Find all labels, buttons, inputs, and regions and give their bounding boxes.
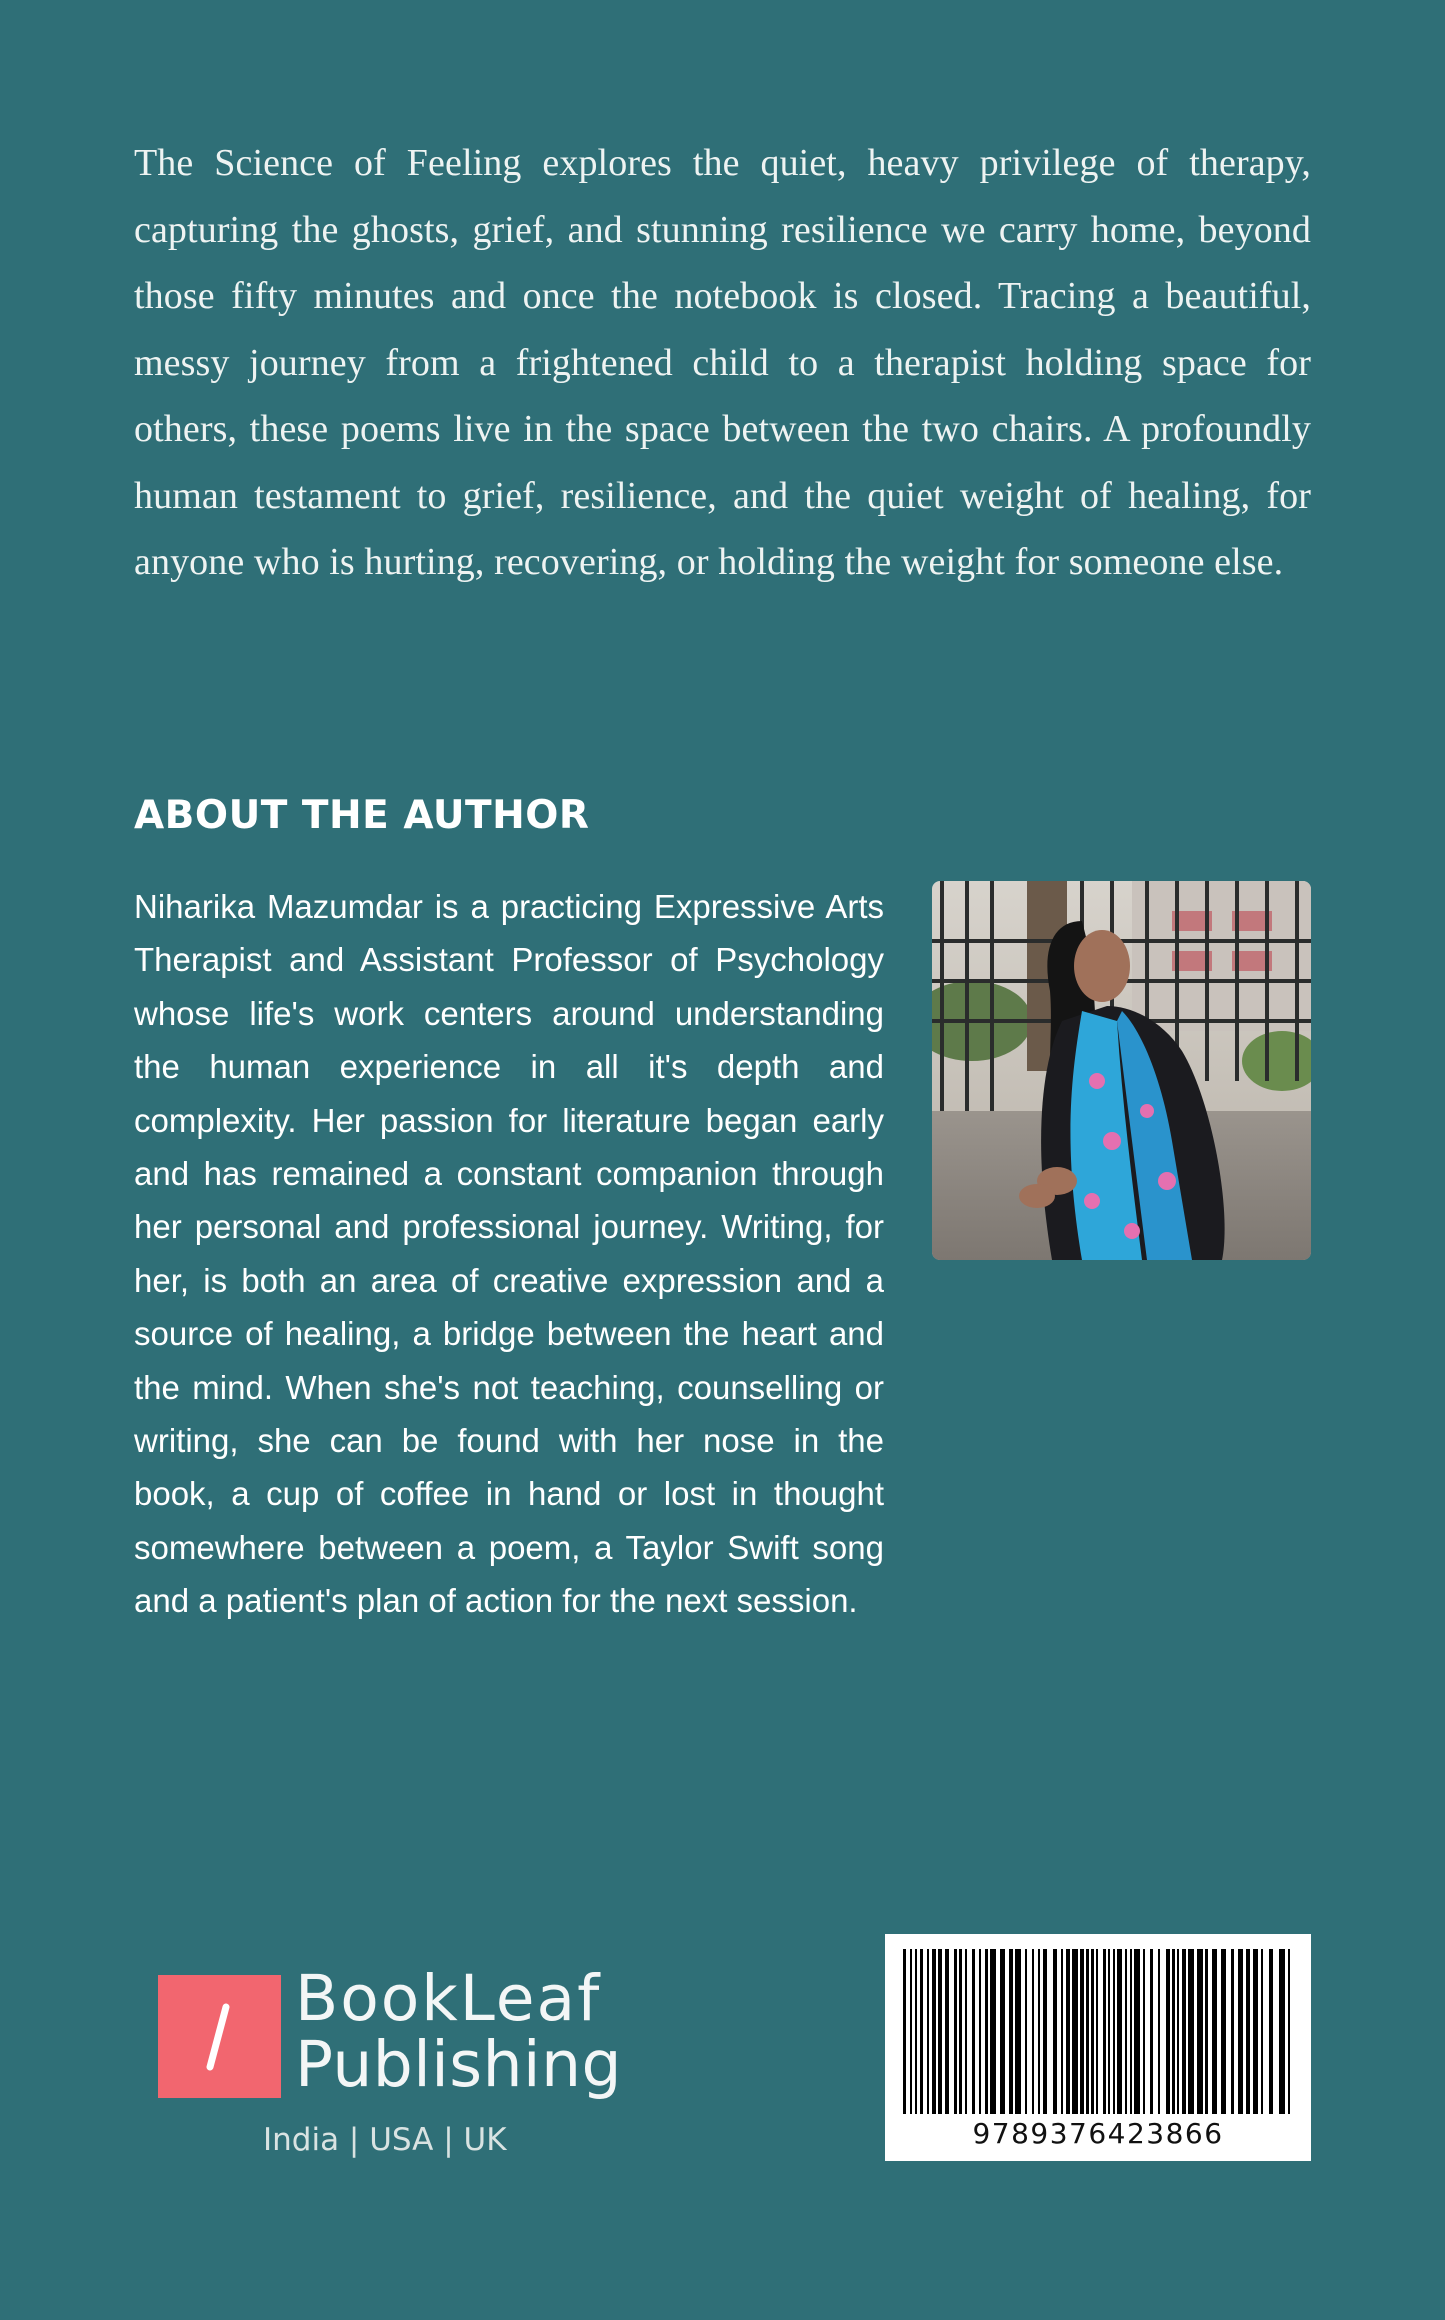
barcode-bars [885, 1934, 1311, 2117]
barcode-bar [1066, 1949, 1070, 2114]
barcode-bar [1113, 1949, 1115, 2114]
barcode-bar [1246, 1949, 1250, 2114]
barcode-bar [1221, 1949, 1226, 2114]
barcode-bar [965, 1949, 967, 2114]
barcode-bar [932, 1949, 936, 2114]
barcode-bar [979, 1949, 981, 2114]
barcode-bar [1043, 1949, 1047, 2114]
barcode-bar [1103, 1949, 1106, 2114]
publisher-logo-mark [158, 1975, 281, 2098]
barcode-bar [1061, 1949, 1063, 2114]
barcode-bar [1197, 1949, 1203, 2114]
barcode-bar [1086, 1949, 1089, 2114]
about-author-heading: ABOUT THE AUTHOR [134, 793, 590, 838]
barcode-bar [990, 1949, 996, 2114]
barcode-bar [1238, 1949, 1243, 2114]
isbn-number: 9789376423866 [972, 2117, 1224, 2150]
barcode-bar [972, 1949, 975, 2114]
barcode-bar [1108, 1949, 1110, 2114]
barcode-bar [1000, 1949, 1005, 2114]
barcode-bar [903, 1949, 906, 2114]
barcode-bar [985, 1949, 988, 2114]
barcode-bar [910, 1949, 912, 2114]
barcode-bar [1188, 1949, 1194, 2114]
barcode-bar [915, 1949, 917, 2114]
barcode-bar [1150, 1949, 1153, 2114]
publisher-regions: India | USA | UK [263, 2122, 507, 2158]
barcode-bar [1172, 1949, 1175, 2114]
back-cover-blurb: The Science of Feeling explores the quiet, heavy privilege of therapy, capturing the ghosts, grief, and stunning resilience we carry home, beyond those fifty minutes and once the notebook is closed. Tracing a beautiful, messy journey from a frightened child to a therapist holding space for others, these poems live in the space between the two chairs. A profoundly human testament to grief, resilience, and the quiet weight of healing, for anyone who is hurting, recovering, or holding the weight for someone else. [134, 142, 1311, 583]
barcode-bar [1038, 1949, 1040, 2114]
barcode-bar [1117, 1949, 1122, 2114]
author-photo [932, 881, 1311, 1260]
barcode-bar [1158, 1949, 1160, 2114]
barcode-bar [1009, 1949, 1013, 2114]
barcode-bar [1166, 1949, 1170, 2114]
barcode-bar [1072, 1949, 1078, 2114]
publisher-logo [158, 1962, 622, 2170]
slash-icon [158, 1975, 281, 2098]
barcode-bar [1279, 1949, 1285, 2114]
barcode-bar [1182, 1949, 1186, 2114]
publisher-name-line1: BookLeaf [295, 1962, 602, 2035]
barcode-bar [945, 1949, 949, 2114]
barcode-bar [959, 1949, 962, 2114]
barcode-bar [1261, 1949, 1263, 2114]
barcode-bar [1269, 1949, 1273, 2114]
barcode-bar [1080, 1949, 1084, 2114]
barcode-bar [1205, 1949, 1208, 2114]
barcode-bar [1125, 1949, 1127, 2114]
barcode-bar [1212, 1949, 1217, 2114]
publisher-name-line2: Publishing [295, 2028, 622, 2101]
barcode-bar [1025, 1949, 1027, 2114]
barcode-bar [1231, 1949, 1234, 2114]
barcode-bar [927, 1949, 929, 2114]
barcode-bar [1015, 1949, 1021, 2114]
barcode-bar [1053, 1949, 1057, 2114]
barcode-bar [1253, 1949, 1258, 2114]
barcode-bar [1288, 1949, 1290, 2114]
isbn-barcode [885, 1934, 1311, 2161]
barcode-bar [1130, 1949, 1132, 2114]
barcode-bar [920, 1949, 923, 2114]
barcode-bar [1096, 1949, 1098, 2114]
barcode-bar [954, 1949, 957, 2114]
barcode-bar [1177, 1949, 1179, 2114]
barcode-bar [938, 1949, 942, 2114]
barcode-bar [1143, 1949, 1145, 2114]
author-bio: Niharika Mazumdar is a practicing Expressive Arts Therapist and Assistant Professor of Psychology whose life's work centers around understanding the human experience in all it's depth and complexity. Her passion for literature began early and has remained a constant companion through her personal and professional journey. Writing, for her, is both an area of creative expression and a source of healing, a bridge between the heart and the mind. When she's not teaching, counselling or writing, she can be found with her nose in the book, a cup of coffee in hand or lost in thought somewhere between a poem, a Taylor Swift song and a patient's plan of action for the next session. [134, 888, 884, 1620]
barcode-bar [1134, 1949, 1140, 2114]
barcode-bar [1091, 1949, 1094, 2114]
barcode-bar [1032, 1949, 1034, 2114]
